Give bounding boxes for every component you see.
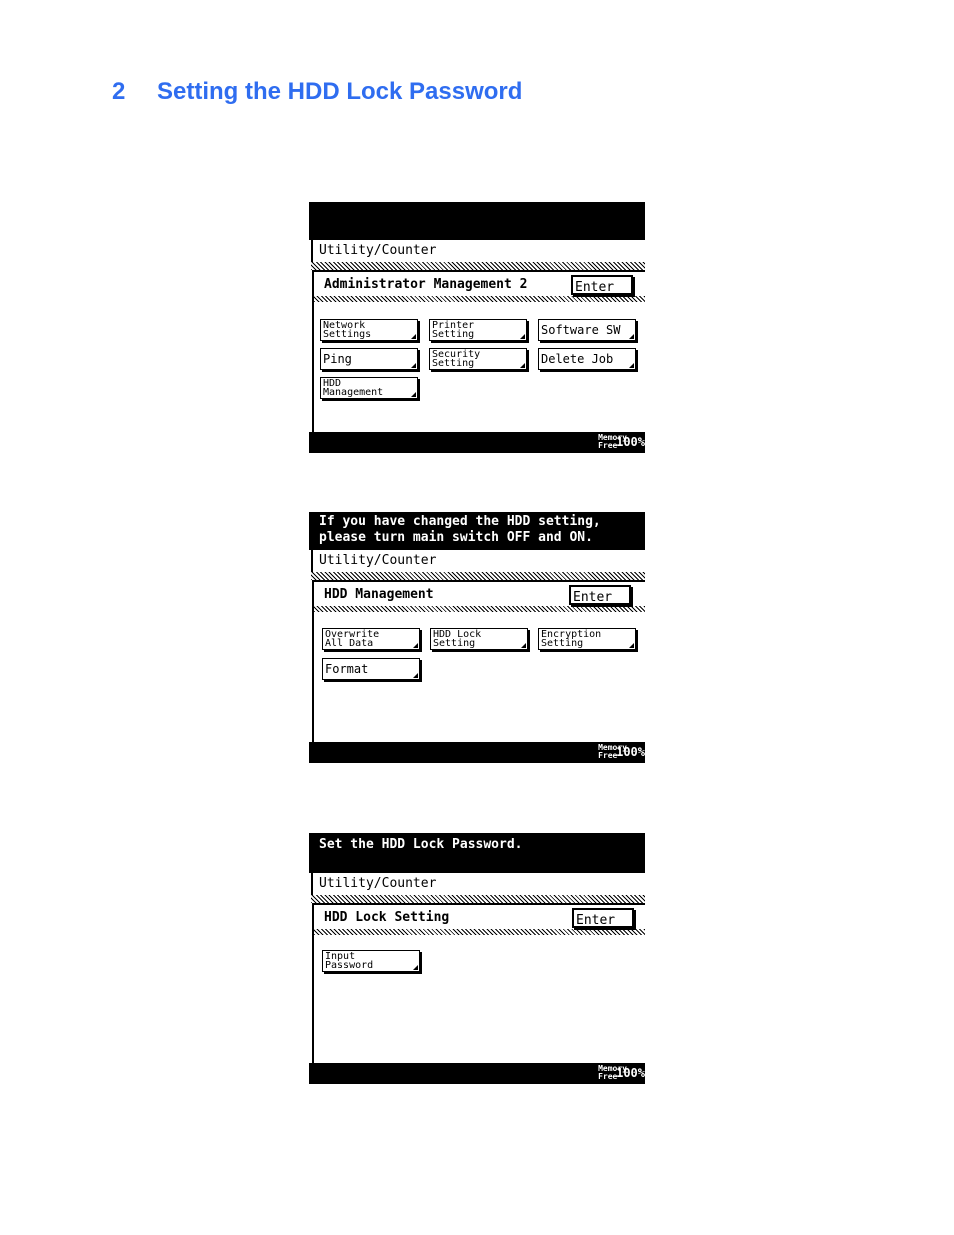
button-label: Software SW bbox=[541, 323, 621, 337]
section-heading bbox=[112, 78, 522, 106]
hatch-divider bbox=[311, 572, 645, 580]
button-label: Format bbox=[325, 662, 369, 676]
input-password-button[interactable] bbox=[322, 950, 420, 972]
section-title: Setting the HDD Lock Password bbox=[157, 78, 523, 105]
button-label-line1: Security bbox=[432, 349, 481, 360]
panel-title: Administrator Management 2 bbox=[324, 277, 528, 292]
button-label-line1: Encryption bbox=[541, 629, 602, 640]
delete-job-button[interactable] bbox=[538, 348, 636, 370]
network-settings-button[interactable] bbox=[320, 319, 418, 341]
hatch-divider bbox=[311, 895, 645, 903]
format-button[interactable] bbox=[322, 658, 420, 680]
status-bar bbox=[309, 742, 645, 763]
memory-label: Memory bbox=[598, 1064, 627, 1073]
screen-administrator-management bbox=[309, 202, 645, 453]
printer-setting-button[interactable] bbox=[429, 319, 527, 341]
button-label-line2: Management bbox=[323, 387, 384, 398]
button-label-line2: Setting bbox=[433, 638, 476, 649]
free-label: Free bbox=[598, 441, 618, 450]
free-label: Free bbox=[598, 1072, 618, 1081]
message-bar: If you have changed the HDD setting, please turn main switch OFF and ON. bbox=[309, 512, 645, 550]
section-number: 2 bbox=[112, 78, 126, 105]
button-label-line1: Overwrite bbox=[325, 629, 380, 640]
panel bbox=[312, 270, 645, 432]
button-label-line1: Input bbox=[325, 951, 356, 962]
button-label-line1: Printer bbox=[432, 320, 475, 331]
memory-free-value: 100% bbox=[616, 1066, 645, 1080]
status-bar bbox=[309, 1063, 645, 1084]
message-bar: Set the HDD Lock Password. bbox=[309, 833, 645, 873]
memory-label: Memory bbox=[598, 433, 627, 442]
encryption-setting-button[interactable] bbox=[538, 628, 636, 650]
enter-button[interactable]: Enter bbox=[572, 908, 634, 928]
button-label-line1: HDD bbox=[323, 378, 342, 389]
message-bar bbox=[309, 202, 645, 240]
breadcrumb: Utility/Counter bbox=[311, 550, 645, 572]
ping-button[interactable] bbox=[320, 348, 418, 370]
hdd-lock-setting-button[interactable] bbox=[430, 628, 528, 650]
button-label-line2: Setting bbox=[541, 638, 584, 649]
button-label: Delete Job bbox=[541, 352, 614, 366]
button-label-line2: Password bbox=[325, 960, 374, 971]
overwrite-all-data-button[interactable] bbox=[322, 628, 420, 650]
panel bbox=[312, 903, 645, 1063]
button-label-line2: All Data bbox=[325, 638, 374, 649]
button-label-line1: HDD Lock bbox=[433, 629, 482, 640]
enter-button[interactable]: Enter bbox=[569, 585, 631, 605]
button-label-line1: Network bbox=[323, 320, 366, 331]
button-label-line2: Setting bbox=[432, 329, 475, 340]
breadcrumb: Utility/Counter bbox=[311, 240, 645, 262]
breadcrumb: Utility/Counter bbox=[311, 873, 645, 895]
enter-button[interactable]: Enter bbox=[571, 275, 633, 295]
panel-title: HDD Lock Setting bbox=[324, 910, 450, 925]
button-label: Ping bbox=[323, 352, 352, 366]
button-label-line2: Setting bbox=[432, 358, 475, 369]
panel-title: HDD Management bbox=[324, 587, 434, 602]
hatch-divider bbox=[311, 262, 645, 270]
hdd-management-button[interactable] bbox=[320, 377, 418, 399]
screen-hdd-lock-setting bbox=[309, 833, 645, 1084]
panel bbox=[312, 580, 645, 742]
memory-free-value: 100% bbox=[616, 745, 645, 759]
button-label-line2: Settings bbox=[323, 329, 372, 340]
software-sw-button[interactable] bbox=[538, 319, 636, 341]
security-setting-button[interactable] bbox=[429, 348, 527, 370]
free-label: Free bbox=[598, 751, 618, 760]
status-bar bbox=[309, 432, 645, 453]
screen-hdd-management bbox=[309, 512, 645, 763]
memory-label: Memory bbox=[598, 743, 627, 752]
memory-free-value: 100% bbox=[616, 435, 645, 449]
